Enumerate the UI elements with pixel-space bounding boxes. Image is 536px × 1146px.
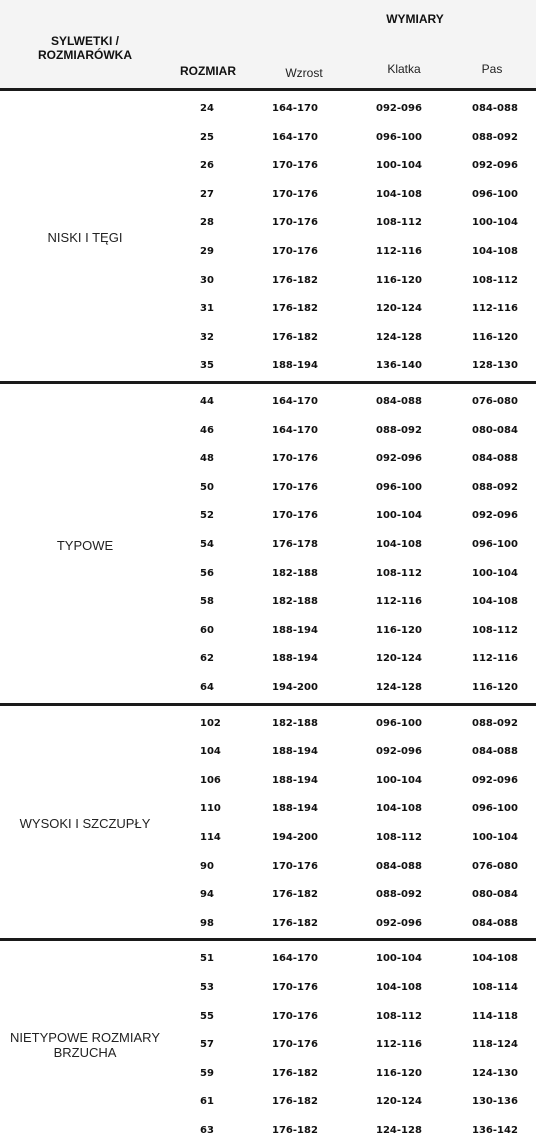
chest-cell: 100-104 <box>376 510 422 522</box>
waist-cell: 084-088 <box>472 917 518 929</box>
waist-cell: 112-116 <box>472 303 518 315</box>
waist-cell: 096-100 <box>472 539 518 550</box>
table-row <box>0 274 536 296</box>
table-row <box>0 831 536 853</box>
silhouette-label-line2: BRZUCHA <box>53 1045 117 1061</box>
chest-cell: 084-088 <box>376 396 422 407</box>
table-row <box>0 717 536 739</box>
height-cell: 176-182 <box>272 1067 318 1079</box>
size-cell: 26 <box>200 160 214 172</box>
height-cell: 182-188 <box>272 596 318 608</box>
height-cell: 188-194 <box>272 774 318 786</box>
size-cell: 114 <box>200 832 221 843</box>
chest-cell: 136-140 <box>376 360 422 372</box>
chest-cell: 100-104 <box>376 774 422 786</box>
size-cell: 57 <box>200 1039 214 1051</box>
chest-cell: 124-128 <box>376 331 422 343</box>
waist-cell: 096-100 <box>472 188 518 200</box>
table-row <box>0 917 536 939</box>
size-cell: 62 <box>200 653 214 665</box>
table-row <box>0 216 536 238</box>
table-row <box>0 302 536 324</box>
height-cell: 170-176 <box>272 1010 318 1022</box>
size-cell: 59 <box>200 1067 214 1079</box>
chest-cell: 112-116 <box>376 1039 422 1051</box>
size-cell: 54 <box>200 539 214 550</box>
size-cell: 104 <box>200 746 221 758</box>
size-cell: 90 <box>200 860 214 872</box>
waist-cell: 088-092 <box>472 481 518 493</box>
chest-cell: 100-104 <box>376 953 422 965</box>
height-cell: 170-176 <box>272 217 318 229</box>
height-cell: 170-176 <box>272 188 318 200</box>
chest-cell: 096-100 <box>376 131 422 143</box>
chest-cell: 120-124 <box>376 653 422 665</box>
height-cell: 176-182 <box>272 303 318 315</box>
chest-cell: 104-108 <box>376 982 422 993</box>
height-cell: 176-182 <box>272 1096 318 1108</box>
height-cell: 164-170 <box>272 396 318 407</box>
height-cell: 188-194 <box>272 803 318 815</box>
table-row <box>0 1038 536 1060</box>
group-divider <box>0 938 536 941</box>
table-row <box>0 102 536 124</box>
chest-cell: 116-120 <box>376 624 422 636</box>
waist-column-header: Pas <box>481 62 503 76</box>
size-cell: 98 <box>200 917 214 929</box>
size-cell: 35 <box>200 360 214 372</box>
table-row <box>0 1095 536 1117</box>
table-row <box>0 481 536 503</box>
waist-cell: 100-104 <box>472 217 518 229</box>
silhouette-label-line1: TYPOWE <box>56 537 114 553</box>
size-cell: 44 <box>200 396 214 407</box>
table-row <box>0 424 536 446</box>
height-column-header: Wzrost <box>285 66 323 80</box>
chest-cell: 088-092 <box>376 424 422 436</box>
table-row <box>0 952 536 974</box>
table-row <box>0 624 536 646</box>
group-divider <box>0 381 536 384</box>
group-divider <box>0 703 536 706</box>
size-column-header: ROZMIAR <box>180 64 236 78</box>
size-cell: 29 <box>200 246 214 257</box>
size-cell: 53 <box>200 982 214 993</box>
chest-cell: 092-096 <box>376 746 422 758</box>
size-cell: 102 <box>200 717 221 729</box>
table-row <box>0 595 536 617</box>
waist-cell: 128-130 <box>472 360 518 372</box>
size-cell: 63 <box>200 1125 214 1136</box>
chest-cell: 120-124 <box>376 1096 422 1108</box>
height-cell: 170-176 <box>272 860 318 872</box>
waist-cell: 092-096 <box>472 774 518 786</box>
waist-cell: 136-142 <box>472 1125 518 1136</box>
waist-cell: 116-120 <box>472 682 518 693</box>
waist-cell: 084-088 <box>472 453 518 465</box>
chest-cell: 092-096 <box>376 917 422 929</box>
chest-cell: 104-108 <box>376 539 422 550</box>
waist-cell: 104-108 <box>472 596 518 608</box>
size-cell: 46 <box>200 424 214 436</box>
size-cell: 51 <box>200 953 214 965</box>
header-divider <box>0 88 536 91</box>
waist-cell: 130-136 <box>472 1096 518 1108</box>
waist-cell: 114-118 <box>472 1010 518 1022</box>
height-cell: 170-176 <box>272 1039 318 1051</box>
waist-cell: 104-108 <box>472 246 518 257</box>
height-cell: 188-194 <box>272 653 318 665</box>
height-cell: 164-170 <box>272 953 318 965</box>
waist-cell: 118-124 <box>472 1039 518 1051</box>
silhouette-header-line1: SYLWETKI / <box>50 34 119 48</box>
size-cell: 60 <box>200 624 214 636</box>
chest-cell: 108-112 <box>376 567 422 579</box>
size-cell: 32 <box>200 331 214 343</box>
waist-cell: 124-130 <box>472 1067 518 1079</box>
height-cell: 176-182 <box>272 889 318 901</box>
waist-cell: 076-080 <box>472 396 518 407</box>
size-cell: 110 <box>200 803 221 815</box>
size-cell: 61 <box>200 1096 214 1108</box>
table-row <box>0 159 536 181</box>
size-cell: 27 <box>200 188 214 200</box>
chest-cell: 108-112 <box>376 832 422 843</box>
silhouette-label-line1: NISKI I TĘGI <box>47 230 123 246</box>
silhouette-label-line1: NIETYPOWE ROZMIARY <box>10 1030 160 1046</box>
size-cell: 58 <box>200 596 214 608</box>
size-cell: 25 <box>200 131 214 143</box>
height-cell: 170-176 <box>272 510 318 522</box>
table-row <box>0 802 536 824</box>
height-cell: 194-200 <box>272 832 318 843</box>
waist-cell: 076-080 <box>472 860 518 872</box>
table-row <box>0 131 536 153</box>
waist-cell: 084-088 <box>472 103 518 114</box>
table-row <box>0 652 536 674</box>
table-row <box>0 774 536 796</box>
chest-cell: 112-116 <box>376 246 422 257</box>
waist-cell: 112-116 <box>472 653 518 665</box>
height-cell: 188-194 <box>272 746 318 758</box>
table-row <box>0 452 536 474</box>
table-header <box>0 0 536 88</box>
size-cell: 52 <box>200 510 214 522</box>
chest-cell: 104-108 <box>376 803 422 815</box>
height-cell: 182-188 <box>272 567 318 579</box>
waist-cell: 080-084 <box>472 424 518 436</box>
silhouette-label-line1: WYSOKI I SZCZUPŁY <box>19 816 151 832</box>
table-row <box>0 359 536 381</box>
table-row <box>0 981 536 1003</box>
height-cell: 176-182 <box>272 1125 318 1136</box>
size-cell: 50 <box>200 481 214 493</box>
size-cell: 56 <box>200 567 214 579</box>
waist-cell: 084-088 <box>472 746 518 758</box>
height-cell: 170-176 <box>272 246 318 257</box>
table-row <box>0 745 536 767</box>
chest-cell: 124-128 <box>376 682 422 693</box>
table-row <box>0 888 536 910</box>
table-row <box>0 567 536 589</box>
table-row <box>0 681 536 703</box>
waist-cell: 108-112 <box>472 624 518 636</box>
height-cell: 176-178 <box>272 539 318 550</box>
dimensions-group-header: WYMIARY <box>386 12 444 26</box>
waist-cell: 116-120 <box>472 331 518 343</box>
height-cell: 194-200 <box>272 682 318 693</box>
table-row <box>0 538 536 560</box>
size-cell: 24 <box>200 103 214 114</box>
waist-cell: 092-096 <box>472 160 518 172</box>
chest-cell: 112-116 <box>376 596 422 608</box>
height-cell: 164-170 <box>272 424 318 436</box>
chest-cell: 108-112 <box>376 217 422 229</box>
chest-cell: 096-100 <box>376 481 422 493</box>
size-cell: 106 <box>200 774 221 786</box>
waist-cell: 080-084 <box>472 889 518 901</box>
size-cell: 94 <box>200 889 214 901</box>
silhouette-header-line2: ROZMIARÓWKA <box>38 48 132 62</box>
chest-cell: 104-108 <box>376 188 422 200</box>
chest-cell: 096-100 <box>376 717 422 729</box>
chest-cell: 108-112 <box>376 1010 422 1022</box>
table-row <box>0 509 536 531</box>
waist-cell: 088-092 <box>472 131 518 143</box>
chest-cell: 116-120 <box>376 1067 422 1079</box>
size-cell: 55 <box>200 1010 214 1022</box>
waist-cell: 092-096 <box>472 510 518 522</box>
chest-cell: 120-124 <box>376 303 422 315</box>
chest-cell: 088-092 <box>376 889 422 901</box>
height-cell: 164-170 <box>272 103 318 114</box>
table-row <box>0 1067 536 1089</box>
waist-cell: 108-112 <box>472 274 518 286</box>
chest-cell: 100-104 <box>376 160 422 172</box>
chest-cell: 124-128 <box>376 1125 422 1136</box>
height-cell: 170-176 <box>272 481 318 493</box>
height-cell: 164-170 <box>272 131 318 143</box>
waist-cell: 104-108 <box>472 953 518 965</box>
table-row <box>0 245 536 267</box>
size-cell: 28 <box>200 217 214 229</box>
size-cell: 48 <box>200 453 214 465</box>
size-cell: 64 <box>200 682 214 693</box>
waist-cell: 100-104 <box>472 567 518 579</box>
waist-cell: 108-114 <box>472 982 518 993</box>
table-row <box>0 331 536 353</box>
chest-cell: 116-120 <box>376 274 422 286</box>
size-cell: 30 <box>200 274 214 286</box>
chest-cell: 092-096 <box>376 103 422 114</box>
waist-cell: 100-104 <box>472 832 518 843</box>
height-cell: 170-176 <box>272 453 318 465</box>
chest-cell: 084-088 <box>376 860 422 872</box>
height-cell: 170-176 <box>272 160 318 172</box>
chest-column-header: Klatka <box>387 62 421 76</box>
table-row <box>0 188 536 210</box>
height-cell: 188-194 <box>272 624 318 636</box>
waist-cell: 096-100 <box>472 803 518 815</box>
table-row <box>0 395 536 417</box>
height-cell: 182-188 <box>272 717 318 729</box>
table-row <box>0 1010 536 1032</box>
waist-cell: 088-092 <box>472 717 518 729</box>
height-cell: 176-182 <box>272 917 318 929</box>
table-row <box>0 1124 536 1146</box>
table-row <box>0 860 536 882</box>
height-cell: 176-182 <box>272 331 318 343</box>
height-cell: 176-182 <box>272 274 318 286</box>
height-cell: 170-176 <box>272 982 318 993</box>
chest-cell: 092-096 <box>376 453 422 465</box>
height-cell: 188-194 <box>272 360 318 372</box>
size-cell: 31 <box>200 303 214 315</box>
silhouette-column-header <box>0 34 170 62</box>
